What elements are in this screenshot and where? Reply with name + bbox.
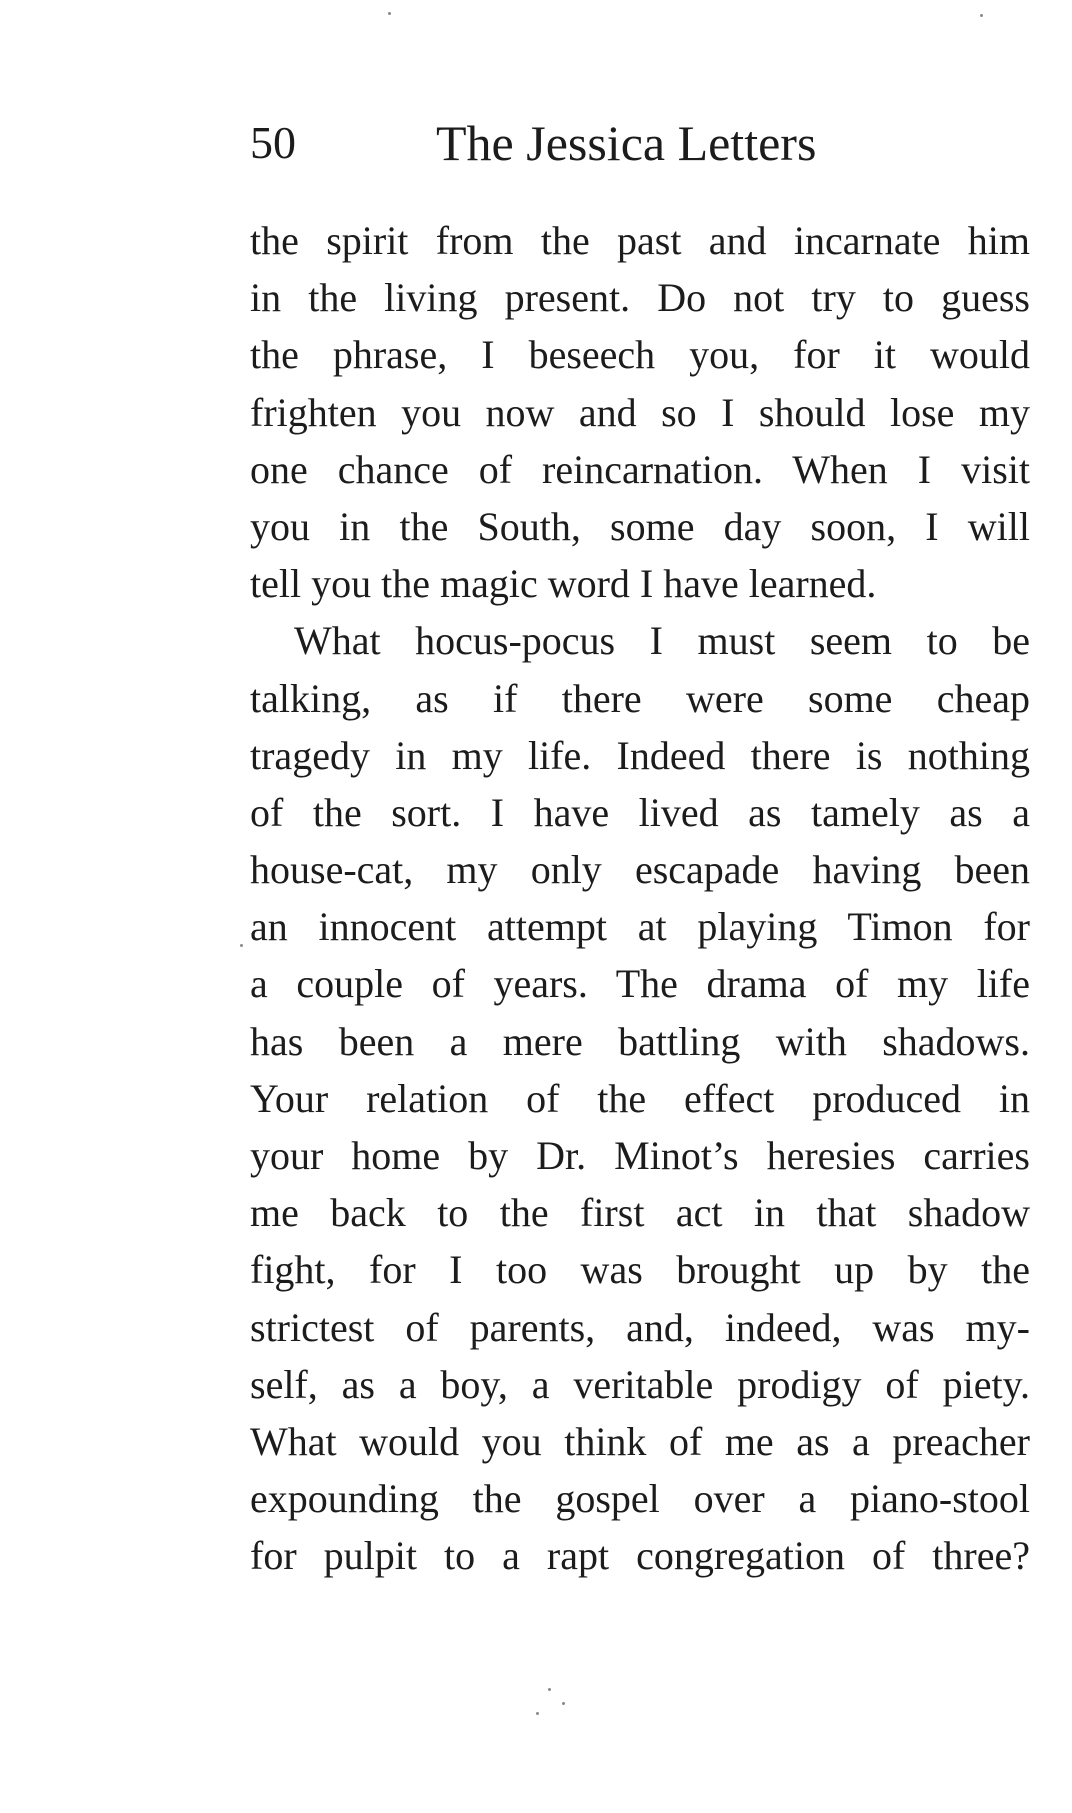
scan-speck: [388, 12, 391, 15]
text-line: tell you the magic word I have learned.: [250, 561, 877, 607]
text-line: self, as a boy, a veritable prodigy of piety.: [250, 1361, 1030, 1407]
scan-speck: [240, 944, 243, 947]
text-line: your home by Dr. Minot’s heresies carries: [250, 1133, 1030, 1178]
text-line: one chance of reincarnation. When I visit: [250, 446, 1030, 492]
scan-speck: [548, 1688, 551, 1691]
scan-speck: [980, 14, 983, 17]
text-line: of the sort. I have lived as tamely as a: [250, 789, 1030, 835]
page-number: 50: [250, 117, 296, 168]
scan-speck: [562, 1702, 565, 1705]
text-line: the spirit from the past and incarnate him: [250, 218, 1030, 263]
text-line: expounding the gospel over a piano-stool: [250, 1476, 1030, 1522]
paragraph-first-line: What hocus-pocus I must seem to be: [294, 618, 1030, 664]
text-line: a couple of years. The drama of my life: [250, 961, 1030, 1007]
body-text: [250, 212, 1030, 1585]
text-line: Your relation of the effect produced in: [250, 1075, 1030, 1121]
text-line: you in the South, some day soon, I will: [250, 503, 1030, 549]
text-line: has been a mere battling with shadows.: [250, 1018, 1030, 1064]
text-line: house-cat, my only escapade having been: [250, 847, 1030, 893]
text-line: an innocent attempt at playing Timon for: [250, 904, 1030, 950]
text-line: What would you think of me as a preacher: [250, 1418, 1030, 1464]
text-line: talking, as if there were some cheap: [250, 675, 1030, 721]
text-line: in the living present. Do not try to guess: [250, 275, 1030, 321]
text-line: strictest of parents, and, indeed, was my-: [250, 1304, 1030, 1350]
text-line: me back to the first act in that shadow: [250, 1190, 1030, 1236]
running-title: The Jessica Letters: [436, 115, 817, 171]
text-line: fight, for I too was brought up by the: [250, 1247, 1030, 1293]
text-line: tragedy in my life. Indeed there is nothing: [250, 732, 1030, 778]
text-line: the phrase, I beseech you, for it would: [250, 332, 1030, 378]
page-header: [250, 108, 1030, 178]
scan-speck: [536, 1712, 539, 1715]
text-line: for pulpit to a rapt congregation of three?: [250, 1533, 1030, 1579]
text-line: frighten you now and so I should lose my: [250, 389, 1030, 435]
